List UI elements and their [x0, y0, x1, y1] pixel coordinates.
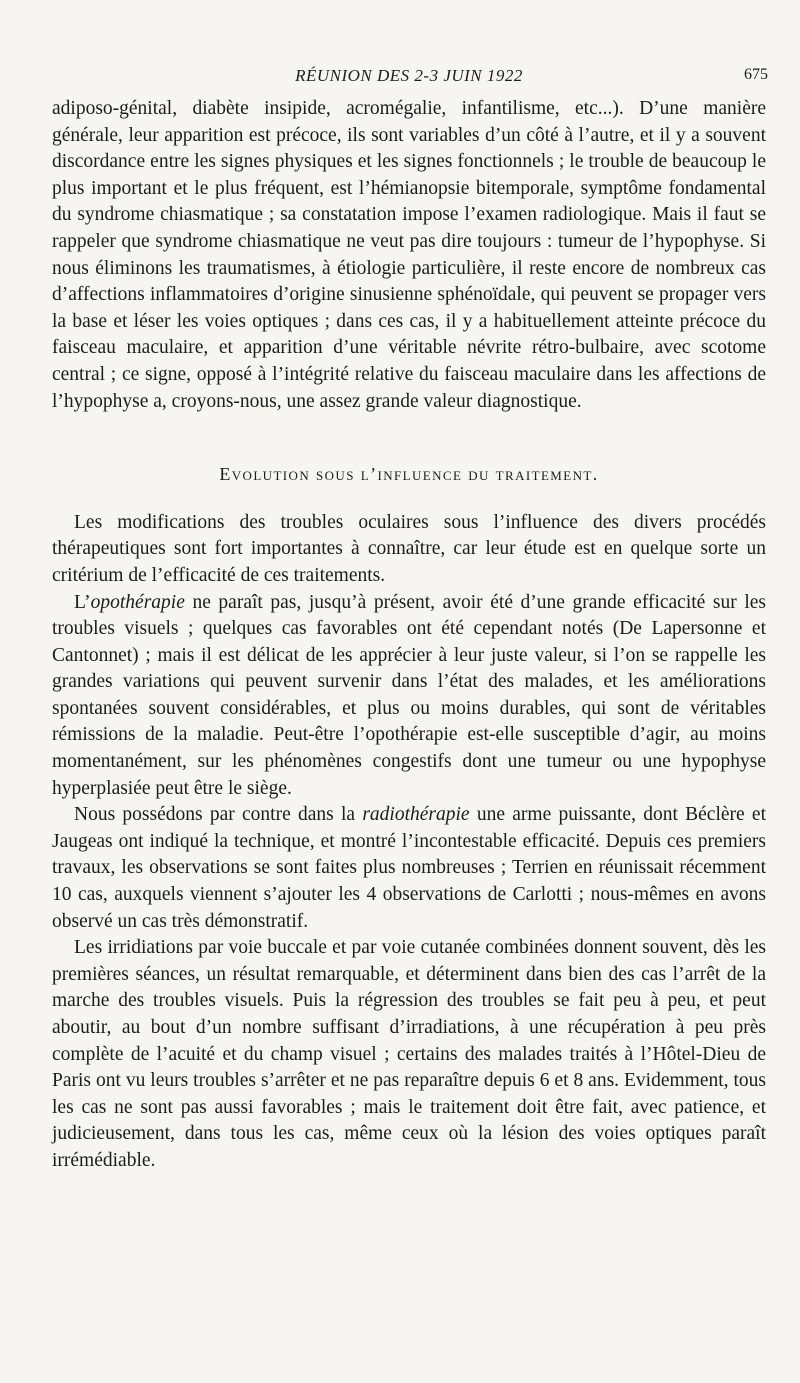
paragraph-opotherapie: [52, 590, 766, 803]
section-heading: Evolution sous l’influence du traitement.: [219, 464, 599, 485]
page-number: 675: [744, 66, 768, 83]
emphasis-term: opothérapie: [90, 591, 185, 613]
body-text: [52, 96, 766, 1175]
paragraph-prefix: Nous possédons par contre dans la: [74, 804, 363, 826]
running-title: RÉUNION DES 2-3 JUIN 1922: [295, 66, 523, 85]
document-page: [52, 62, 766, 1175]
emphasis-term: radiothérapie: [362, 804, 470, 826]
paragraph-prefix: L’: [74, 591, 91, 613]
paragraph-text: ne paraît pas, jusqu’à présent, avoir été d’une grande efficacité sur les troubles visuels ; quelques cas favorables ont été cependant notés (De Lapersonne et Cantonnet) ; mais il est délicat de les apprécier à leur juste valeur, si l’on se rappelle les grandes variations qui peuvent survenir dans l’état des malades, et les améliorations spontanées souvent considérables, et plus ou moins durables, qui sont de véritables rémissions de la maladie. Peut-être l’opothérapie est-elle susceptible d’agir, au moins momentanément, sur les phénomènes congestifs dont une tumeur ou une hypophyse hyperplasiée peut être le siège.: [52, 591, 766, 799]
paragraph: Les irridiations par voie buccale et par voie cutanée combinées donnent souvent, dès les premières séances, un résultat remarquable, et déterminent dans bien des cas l’arrêt de la marche des troubles visuels. Puis la régression des troubles se fait peu à peu, et peut aboutir, au bout d’un nombre suffisant d’irradiations, à une récupération à peu près complète de l’acuité et du champ visuel ; certains des malades traités à l’Hôtel-Dieu de Paris ont vu leurs troubles s’arrêter et ne pas reparaître depuis 6 et 8 ans. Evidemment, tous les cas ne sont pas aussi favorables ; mais le traitement doit être fait, avec patience, et judicieusement, dans tous les cas, même ceux où la lésion des voies optiques paraît irrémédiable.: [52, 937, 766, 1171]
paragraph: Les modifications des troubles oculaires sous l’influence des divers procédés thérapeutiques sont fort importantes à connaître, car leur étude est en quelque sorte un critérium de l’efficacité de ces traitements.: [52, 511, 766, 586]
running-header: [52, 62, 766, 96]
paragraph-radiotherapie: [52, 802, 766, 935]
paragraph-continued: adiposo-génital, diabète insipide, acromégalie, infantilisme, etc...). D’une manière générale, leur apparition est précoce, ils sont variables d’un côté à l’autre, et il y a souvent discordance entre les signes physiques et les signes fonctionnels ; le trouble de beaucoup le plus important et le plus fréquent, est l’hémianopsie bitemporale, symptôme fondamental du syndrome chiasmatique ; sa constatation impose l’examen radiologique. Mais il faut se rappeler que syndrome chiasmatique ne veut pas dire toujours : tumeur de l’hypophyse. Si nous éliminons les traumatismes, à étiologie particulière, il reste encore de nombreux cas d’affections inflammatoires d’origine sinusienne sphénoïdale, qui peuvent se propager vers la base et léser les voies optiques ; dans ces cas, il y a habituellement atteinte précoce du faisceau maculaire, et apparition d’une véritable névrite rétro-bulbaire, avec scotome central ; ce signe, opposé à l’intégrité relative du faisceau maculaire dans les affections de l’hypophyse a, croyons-nous, une assez grande valeur diagnostique.: [52, 98, 766, 412]
paragraph-text: une arme puissante, dont Béclère et Jaugeas ont indiqué la technique, et montré l’incontestable efficacité. Depuis ces premiers travaux, les observations se sont faites plus nombreuses ; Terrien en réunissait récemment 10 cas, auxquels viennent s’ajouter les 4 observations de Carlotti ; nous-mêmes en avons observé un cas très démonstratif.: [52, 804, 767, 932]
